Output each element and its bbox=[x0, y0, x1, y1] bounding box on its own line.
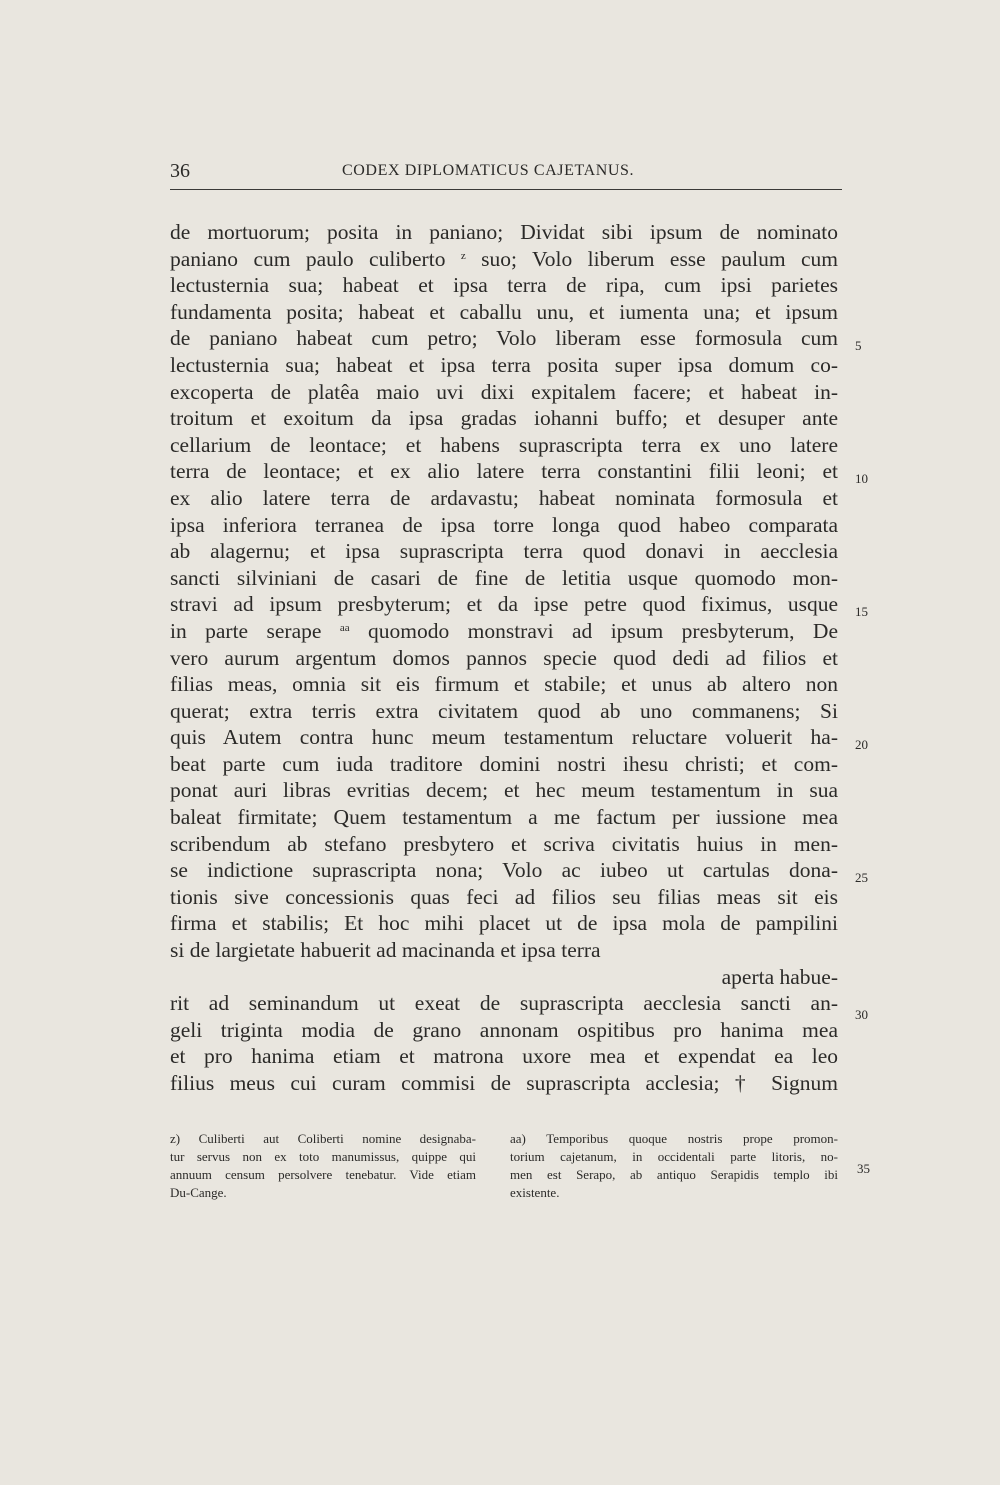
text-line: cellarium de leontace; et habens suprascripta terra ex uno latere bbox=[170, 432, 838, 457]
footnote-ref-z: z bbox=[460, 249, 466, 262]
page-number: 36 bbox=[170, 160, 190, 182]
text-line: fundamenta posita; habeat et caballu unu, et iumenta una; et ipsum bbox=[170, 299, 838, 324]
line-number: 15 bbox=[855, 604, 868, 619]
text-line: querat; extra terris extra civitatem quod ab uno commanens; Si bbox=[170, 698, 838, 723]
text-line: lectusternia sua; habeat et ipsa terra posita super ipsa domum co- bbox=[170, 352, 838, 377]
text-line bbox=[170, 246, 838, 273]
text-line: excoperta de platêa maio uvi dixi expitalem facere; et habeat in- bbox=[170, 379, 838, 404]
text-line: tionis sive concessionis quas feci ad filios seu filias meas sit eis bbox=[170, 884, 838, 909]
footnote-line: tur servus non ex toto manumissus, quippe qui bbox=[170, 1149, 476, 1164]
text-line: se indictione suprascripta nona; Volo ac iubeo ut cartulas dona- bbox=[170, 858, 838, 883]
text-line: scribendum ab stefano presbytero et scriva civitatis huius in men- bbox=[170, 831, 838, 856]
text-fragment: quomodo monstravi ad ipsum presbyterum, De bbox=[367, 618, 838, 643]
header-rule bbox=[170, 189, 842, 190]
text-line: de paniano habeat cum petro; Volo liberam esse formosula cum bbox=[170, 326, 838, 351]
footnote-line: existente. bbox=[510, 1185, 560, 1200]
text-line: ex alio latere terra de ardavastu; habeat nominata formosula et bbox=[170, 485, 838, 510]
footnote-line: men est Serapo, ab antiquo Serapidis templo ibi bbox=[510, 1167, 838, 1182]
text-line: beat parte cum iuda traditore domini nostri ihesu christi; et com- bbox=[170, 751, 838, 776]
text-line: firma et stabilis; Et hoc mihi placet ut de ipsa mola de pampilini bbox=[170, 911, 838, 936]
text-line: et pro hanima etiam et matrona uxore mea et expendat ea leo bbox=[170, 1044, 838, 1069]
text-line: sancti silviniani de casari de fine de letitia usque quomodo mon- bbox=[170, 565, 838, 590]
footnote-line: torium cajetanum, in occidentali parte litoris, no- bbox=[510, 1149, 838, 1164]
footnote-text: Culiberti aut Coliberti nomine designaba- bbox=[198, 1131, 476, 1146]
running-title: CODEX DIPLOMATICUS CAJETANUS. bbox=[342, 162, 635, 179]
line-number: 10 bbox=[855, 471, 868, 486]
footnote-aa bbox=[510, 1130, 838, 1202]
text-line: aperta habue- bbox=[721, 964, 838, 989]
line-number: 5 bbox=[855, 338, 862, 353]
text-fragment: suo; Volo liberum esse paulum cum bbox=[481, 246, 839, 271]
text-line: baleat firmitate; Quem testamentum a me factum per iussione mea bbox=[170, 805, 838, 830]
text-line: lectusternia sua; habeat et ipsa terra de ripa, cum ipsi parietes bbox=[170, 273, 838, 298]
text-line: ab alagernu; et ipsa suprascripta terra quod donavi in aecclesia bbox=[170, 539, 838, 564]
text-line: filias meas, omnia sit eis firmum et stabile; et unus ab altero non bbox=[170, 672, 838, 697]
text-line: stravi ad ipsum presbyterum; et da ipse petre quod fiximus, usque bbox=[170, 592, 838, 617]
footnote-line: annuum censum persolvere tenebatur. Vide etiam bbox=[170, 1167, 476, 1182]
footnote-text: Temporibus quoque nostris prope promon- bbox=[546, 1131, 838, 1146]
footnote-line bbox=[170, 1130, 476, 1148]
text-line: de mortuorum; posita in paniano; Dividat sibi ipsum de nominato bbox=[170, 220, 838, 244]
text-line bbox=[170, 618, 838, 645]
line-number: 20 bbox=[855, 737, 868, 752]
text-line: si de largietate habuerit ad macinanda et ipsa terra bbox=[170, 938, 601, 963]
line-number: 35 bbox=[857, 1161, 870, 1176]
text-line: quis Autem contra hunc meum testamentum reluctare voluerit ha- bbox=[170, 725, 838, 750]
text-line: filius meus cui curam commisi de suprascripta acclesia; † Signum bbox=[170, 1071, 838, 1095]
line-number: 30 bbox=[855, 1007, 868, 1022]
footnote-z bbox=[170, 1130, 476, 1202]
text-line: ipsa inferiora terranea de ipsa torre longa quod habeo comparata bbox=[170, 512, 838, 537]
footnote-marker: z) bbox=[170, 1131, 181, 1146]
text-line: ponat auri libras evritias decem; et hec meum testamentum in sua bbox=[170, 778, 838, 803]
footnote-marker: aa) bbox=[510, 1131, 526, 1146]
text-line: vero aurum argentum domos pannos specie quod dedi ad filios et bbox=[170, 645, 838, 670]
footnote-line: Du-Cange. bbox=[170, 1185, 227, 1200]
main-text bbox=[170, 219, 838, 1097]
text-line: troitum et exoitum da ipsa gradas iohanni buffo; et desuper ante bbox=[170, 406, 838, 431]
text-line: rit ad seminandum ut exeat de suprascripta aecclesia sancti an- bbox=[170, 991, 838, 1016]
footnote-line bbox=[510, 1130, 838, 1148]
text-fragment: paniano cum paulo culiberto bbox=[170, 246, 446, 271]
text-line: terra de leontace; et ex alio latere terra constantini filii leoni; et bbox=[170, 459, 838, 484]
page-header bbox=[170, 160, 840, 184]
footnote-ref-aa: aa bbox=[339, 621, 350, 634]
text-line: geli triginta modia de grano annonam ospitibus pro hanima mea bbox=[170, 1017, 838, 1042]
text-fragment: in parte serape bbox=[170, 618, 322, 643]
line-number: 25 bbox=[855, 870, 868, 885]
